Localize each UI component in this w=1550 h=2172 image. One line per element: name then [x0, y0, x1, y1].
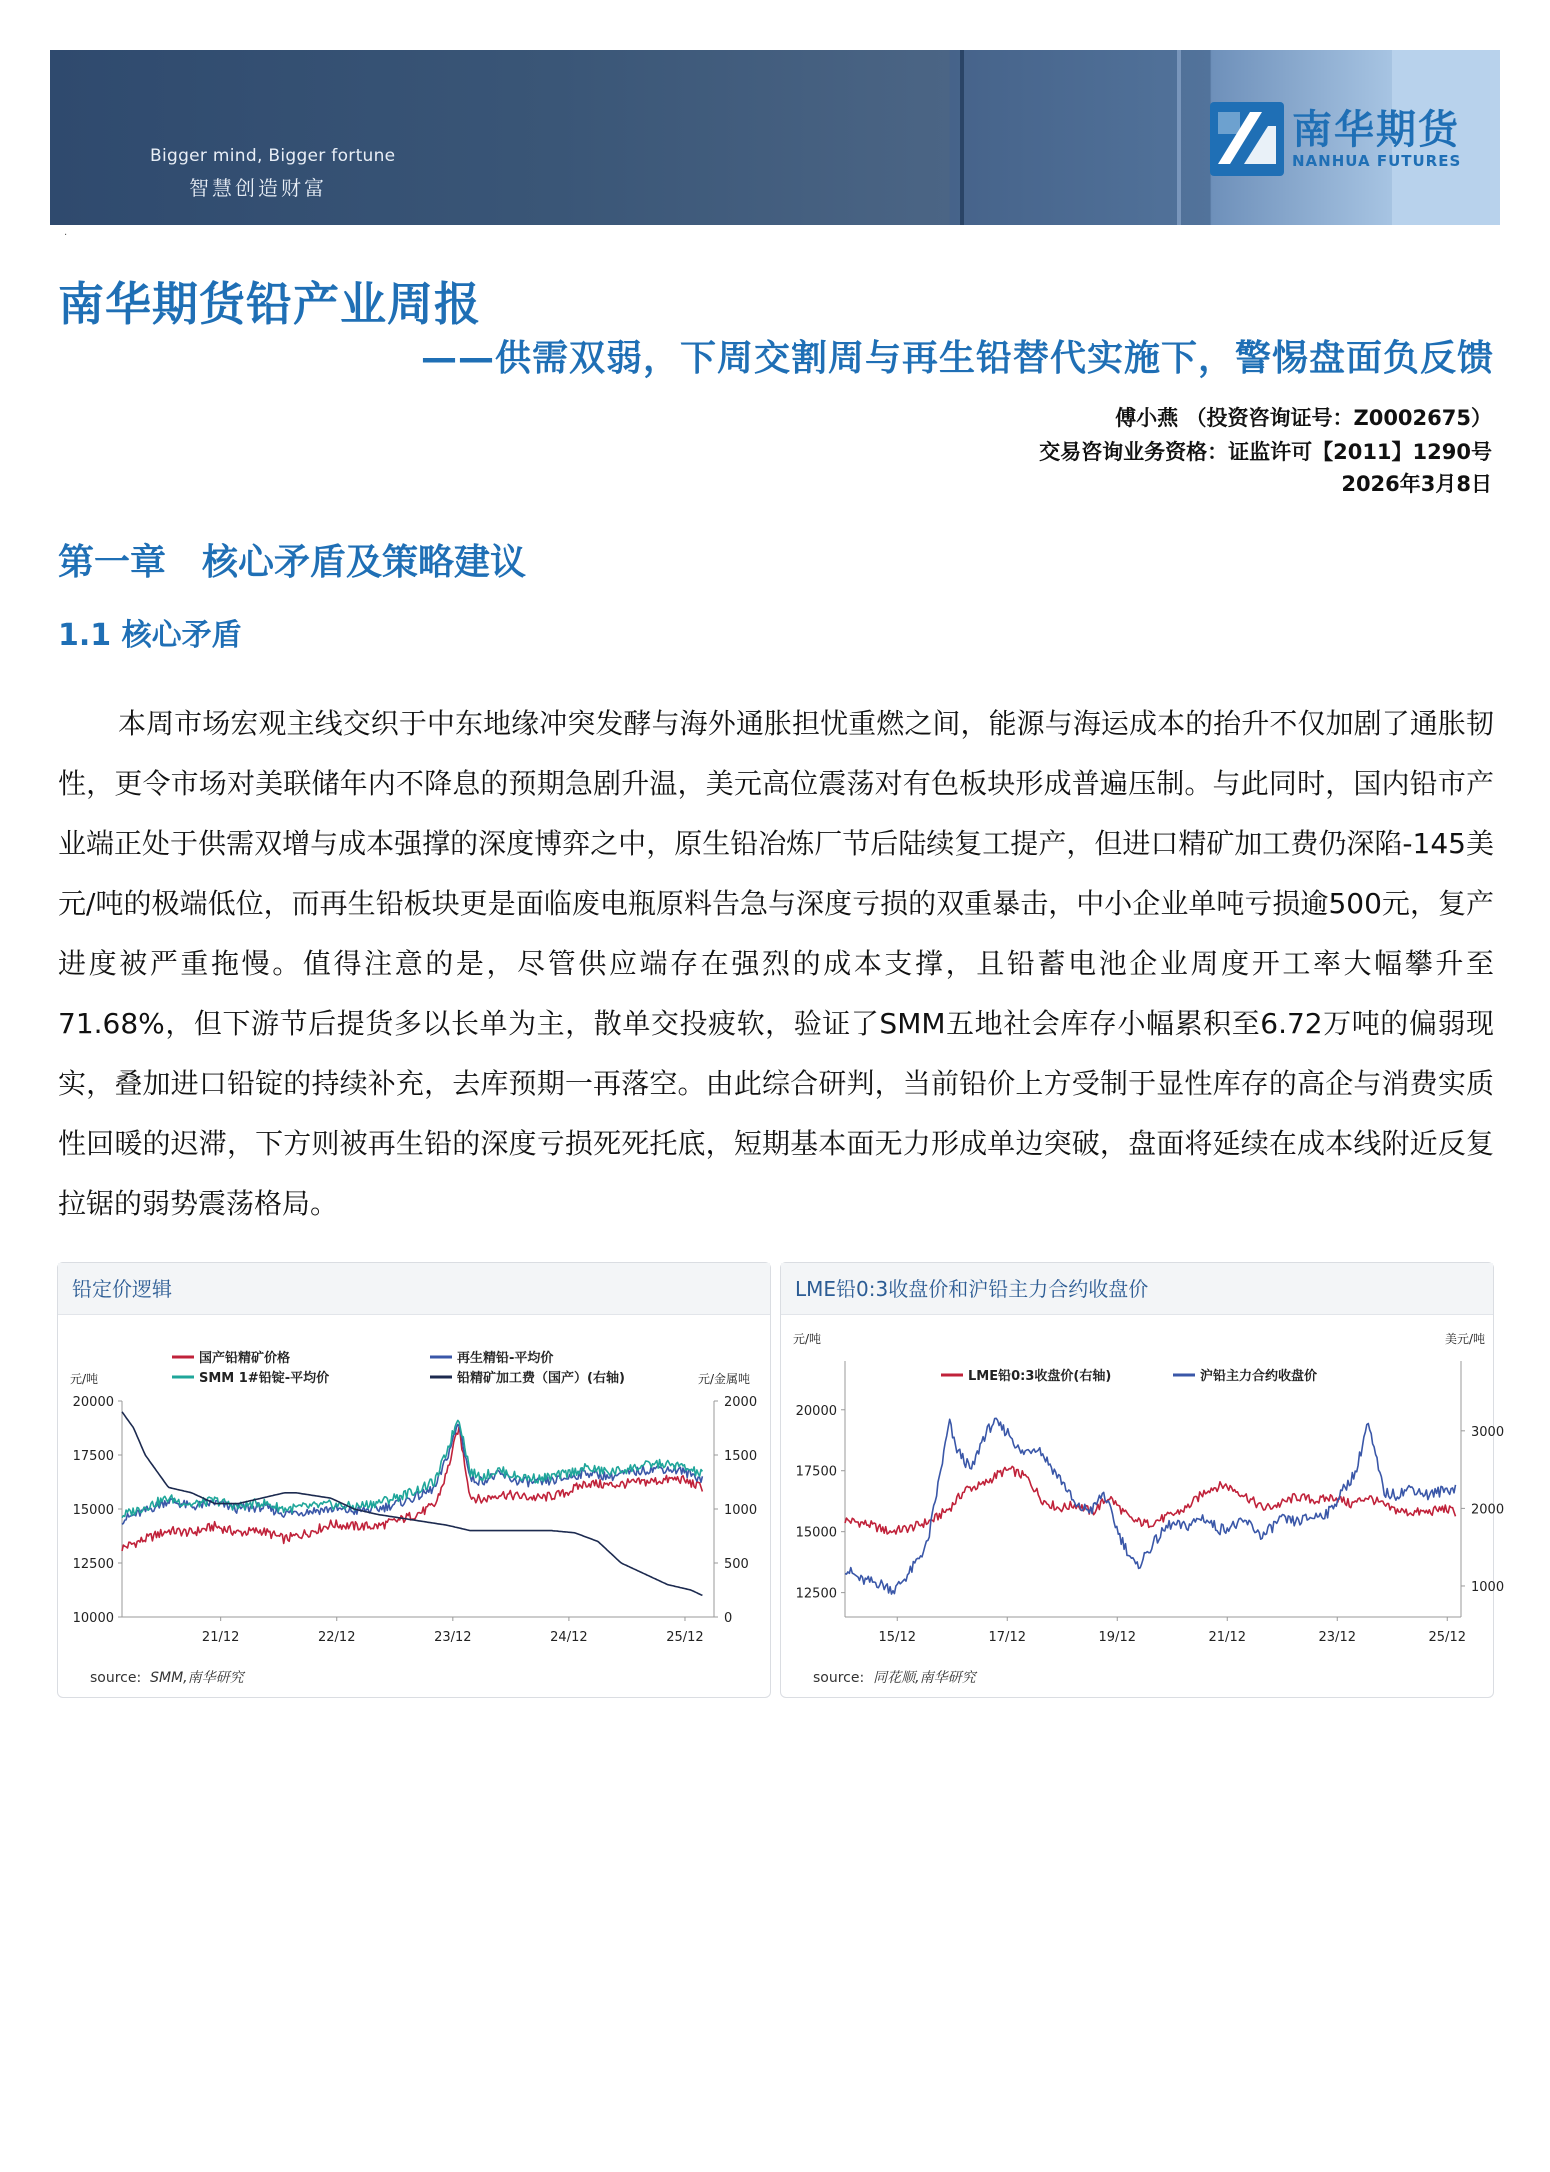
- legend-label: LME铅0:3收盘价(右轴): [968, 1369, 1112, 1384]
- legend-label: 国产铅精矿价格: [199, 1351, 291, 1366]
- chart-source: source: 同花顺,南华研究: [813, 1670, 976, 1686]
- x-tick-label: 23/12: [434, 1630, 472, 1645]
- slogan-chinese: 智慧创造财富: [189, 176, 327, 200]
- logo-name-en: NANHUA FUTURES: [1292, 152, 1462, 170]
- series-line-0: [122, 1426, 702, 1551]
- y-tick-label: 15000: [72, 1503, 114, 1518]
- y-axis-unit-right: 元/金属吨: [698, 1372, 751, 1386]
- y-axis-unit-right: 美元/吨: [1445, 1332, 1486, 1346]
- legend-label: SMM 1#铅锭-平均价: [199, 1371, 330, 1386]
- series-line-0: [845, 1466, 1456, 1534]
- y-tick-label: 15000: [795, 1525, 837, 1541]
- y2-tick-label: 1500: [724, 1449, 758, 1464]
- core-contradiction-paragraph: 本周市场宏观主线交织于中东地缘冲突发酵与海外通胀担忧重燃之间，能源与海运成本的抬升不仅加剧了通胀韧性，更令市场对美联储年内不降息的预期急剧升温，美元高位震荡对有色板块形成普遍压制。与此同时，国内铅市产业端正处于供需双增与成本强撑的深度博弈之中，原生铅冶炼厂节后陆续复工提产，但进口精矿加工费仍深陷-145美元/吨的极端低位，而再生铅板块更是面临废电瓶原料告急与深度亏损的双重暴击，中小企业单吨亏损逾500元，复产进度被严重拖慢。值得注意的是，尽管供应端存在强烈的成本支撑，且铅蓄电池企业周度开工率大幅攀升至71.68%，但下游节后提货多以长单为主，散单交投疲软，验证了SMM五地社会库存小幅累积至6.72万吨的偏弱现实，叠加进口铅锭的持续补充，去库预期一再落空。由此综合研判，当前铅价上方受制于显性库存的高企与消费实质性回暖的迟滞，下方则被再生铅的深度亏损死死托底，短期基本面无力形成单边突破，盘面将延续在成本线附近反复拉锯的弱势震荡格局。: [58, 707, 1494, 1220]
- chart-panel-lme-shfe: [780, 1262, 1505, 1698]
- legend-label: 沪铅主力合约收盘价: [1200, 1369, 1318, 1384]
- legend-label: 铅精矿加工费（国产）(右轴): [457, 1371, 625, 1386]
- x-tick-label: 25/12: [1428, 1630, 1466, 1645]
- legend-label: 再生精铅-平均价: [457, 1351, 554, 1366]
- y2-tick-label: 1000: [1471, 1579, 1505, 1595]
- y-tick-label: 12500: [795, 1586, 837, 1602]
- report-subtitle: ——供需双弱，下周交割周与再生铅替代实施下，警惕盘面负反馈: [420, 338, 1494, 379]
- chapter-heading: 第一章 核心矛盾及策略建议: [58, 542, 527, 583]
- x-tick-label: 24/12: [550, 1630, 588, 1645]
- x-tick-label: 21/12: [1208, 1630, 1246, 1645]
- y2-tick-label: 3000: [1471, 1424, 1505, 1440]
- chart-panel-pricing-logic: [57, 1262, 771, 1698]
- x-tick-label: 25/12: [666, 1630, 704, 1645]
- header-banner: [50, 50, 1500, 225]
- y2-tick-label: 2000: [724, 1395, 758, 1410]
- x-tick-label: 17/12: [988, 1630, 1026, 1645]
- bullet-dot: ·: [64, 230, 68, 241]
- chart-lme-vs-shfe: [781, 1315, 1505, 1655]
- y2-tick-label: 500: [724, 1557, 749, 1572]
- y-axis-unit-left: 元/吨: [793, 1332, 822, 1346]
- slogan-english: Bigger mind, Bigger fortune: [150, 146, 396, 166]
- nanhua-logo-icon: [1210, 102, 1284, 176]
- x-tick-label: 23/12: [1318, 1630, 1356, 1645]
- chart-pricing-logic: [58, 1315, 772, 1655]
- y2-tick-label: 0: [724, 1611, 733, 1626]
- y-tick-label: 20000: [795, 1403, 837, 1419]
- report-date: 2026年3月8日: [1341, 472, 1492, 496]
- license-line: 交易咨询业务资格：证监许可【2011】1290号: [1039, 440, 1492, 464]
- x-tick-label: 19/12: [1098, 1630, 1136, 1645]
- chart-title: 铅定价逻辑: [58, 1263, 770, 1315]
- x-tick-label: 15/12: [878, 1630, 916, 1645]
- y2-tick-label: 2000: [1471, 1502, 1505, 1518]
- report-title: 南华期货铅产业周报: [58, 277, 481, 331]
- section-heading: 1.1 核心矛盾: [58, 618, 242, 653]
- banner-stripe: [960, 50, 964, 225]
- logo-name-cn: 南华期货: [1292, 107, 1460, 153]
- chart-source: source: SMM,南华研究: [90, 1670, 244, 1686]
- y-tick-label: 20000: [72, 1395, 114, 1410]
- y-tick-label: 12500: [72, 1557, 114, 1572]
- y2-tick-label: 1000: [724, 1503, 758, 1518]
- y-tick-label: 10000: [72, 1611, 114, 1626]
- author-line: 傅小燕 （投资咨询证号：Z0002675）: [1115, 406, 1492, 430]
- company-logo: [1210, 102, 1461, 176]
- banner-stripe: [1177, 50, 1181, 225]
- y-tick-label: 17500: [72, 1449, 114, 1464]
- y-axis-unit-left: 元/吨: [70, 1372, 99, 1386]
- x-tick-label: 22/12: [318, 1630, 356, 1645]
- chart-title: LME铅0:3收盘价和沪铅主力合约收盘价: [781, 1263, 1493, 1315]
- x-tick-label: 21/12: [201, 1630, 240, 1645]
- series-line-1: [845, 1418, 1456, 1594]
- y-tick-label: 17500: [795, 1464, 837, 1480]
